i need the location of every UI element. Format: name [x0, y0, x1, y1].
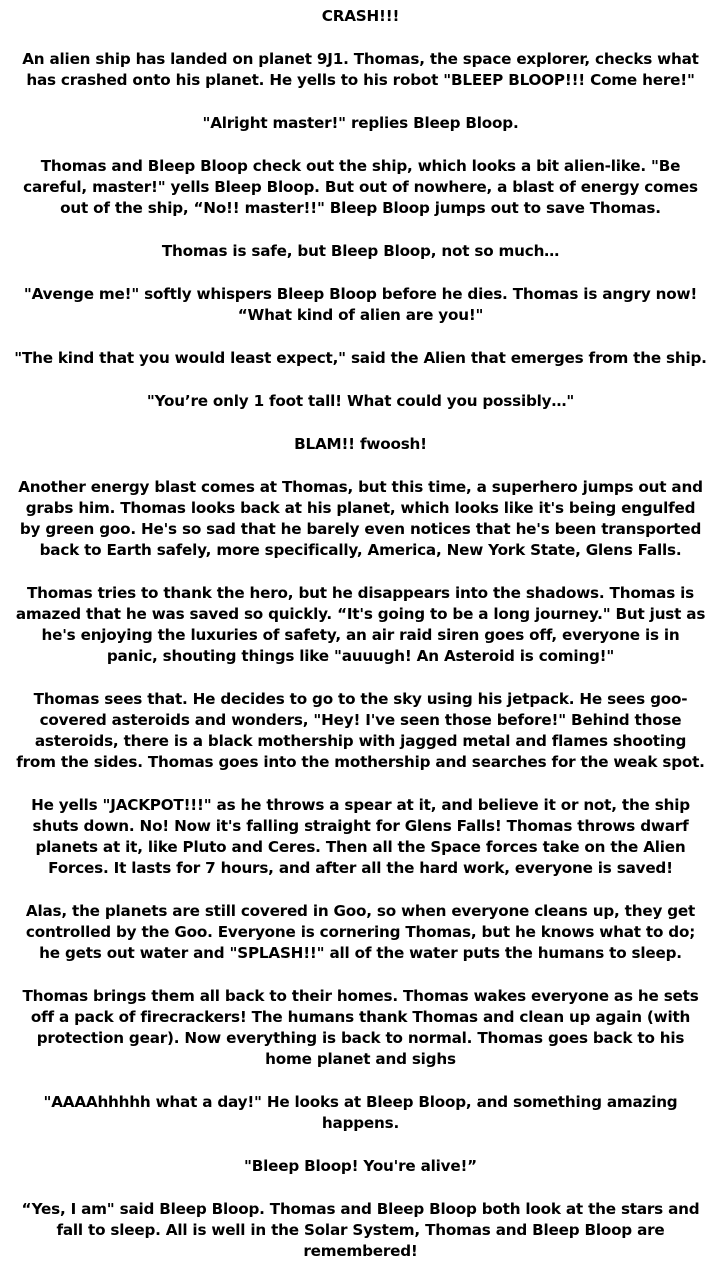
story-title: CRASH!!! [321, 7, 400, 25]
story-paragraph: "Bleep Bloop! You're alive!” [244, 1157, 477, 1175]
story-paragraph: BLAM!! fwoosh! [294, 435, 427, 453]
story-paragraph: Thomas sees that. He decides to go to the sky using his jetpack. He sees goo-covered asteroids and wonders, "Hey! I've seen those before!" Behind those asteroids, there is a black mothership with jagged metal and flames shooting from the sides. Thomas goes into the mothership and searches for the weak spot. [16, 690, 705, 771]
story-paragraph: An alien ship has landed on planet 9J1. Thomas, the space explorer, checks what has crashed onto his planet. He yells to his robot "BLEEP BLOOP!!! Come here!" [22, 50, 699, 89]
story-paragraph: Another energy blast comes at Thomas, but this time, a superhero jumps out and grabs him. Thomas looks back at his planet, which looks like it's being engulfed by green goo. He's so sad that he barely even notices that he's been transported back to Earth safely, more specifically, America, New York State, Glens Falls. [18, 478, 703, 559]
story-paragraph: "You’re only 1 foot tall! What could you possibly…" [146, 392, 575, 410]
story-paragraph: Alas, the planets are still covered in Goo, so when everyone cleans up, they get controlled by the Goo. Everyone is cornering Thomas, but he knows what to do; he gets out water and "SPLASH!!" all of the water puts the humans to sleep. [25, 902, 696, 962]
story-paragraph: Thomas is safe, but Bleep Bloop, not so much… [161, 242, 560, 260]
story-paragraph: "The kind that you would least expect," said the Alien that emerges from the ship. [14, 349, 707, 367]
story-paragraph: "Avenge me!" softly whispers Bleep Bloop before he dies. Thomas is angry now! “What kind of alien are you!" [23, 285, 698, 324]
story-paragraph: "Alright master!" replies Bleep Bloop. [202, 114, 519, 132]
story-paragraph: Thomas brings them all back to their homes. Thomas wakes everyone as he sets off a pack of firecrackers! The humans thank Thomas and clean up again (with protection gear). Now everything is back to normal. Thomas goes back to his home planet and sighs [22, 987, 699, 1068]
story-paragraph: Thomas tries to thank the hero, but he disappears into the shadows. Thomas is amazed that he was saved so quickly. “It's going to be a long journey." But just as he's enjoying the luxuries of safety, an air raid siren goes off, everyone is in panic, shouting things like "auuugh! An Asteroid is coming!" [15, 584, 706, 665]
story-paragraph: Thomas and Bleep Bloop check out the ship, which looks a bit alien-like. "Be careful, master!" yells Bleep Bloop. But out of nowhere, a blast of energy comes out of the ship, “No!! master!!" Bleep Bloop jumps out to save Thomas. [23, 157, 698, 217]
story-paragraph: "AAAAhhhhh what a day!" He looks at Bleep Bloop, and something amazing happens. [43, 1093, 678, 1132]
story-paragraph: “Yes, I am" said Bleep Bloop. Thomas and Bleep Bloop both look at the stars and fall to sleep. All is well in the Solar System, Thomas and Bleep Bloop are remembered! [21, 1200, 700, 1260]
story-paragraph: He yells "JACKPOT!!!" as he throws a spear at it, and believe it or not, the ship shuts down. No! Now it's falling straight for Glens Falls! Thomas throws dwarf planets at it, like Pluto and Ceres. Then all the Space forces take on the Alien Forces. It lasts for 7 hours, and after all the hard work, everyone is saved! [31, 796, 690, 877]
